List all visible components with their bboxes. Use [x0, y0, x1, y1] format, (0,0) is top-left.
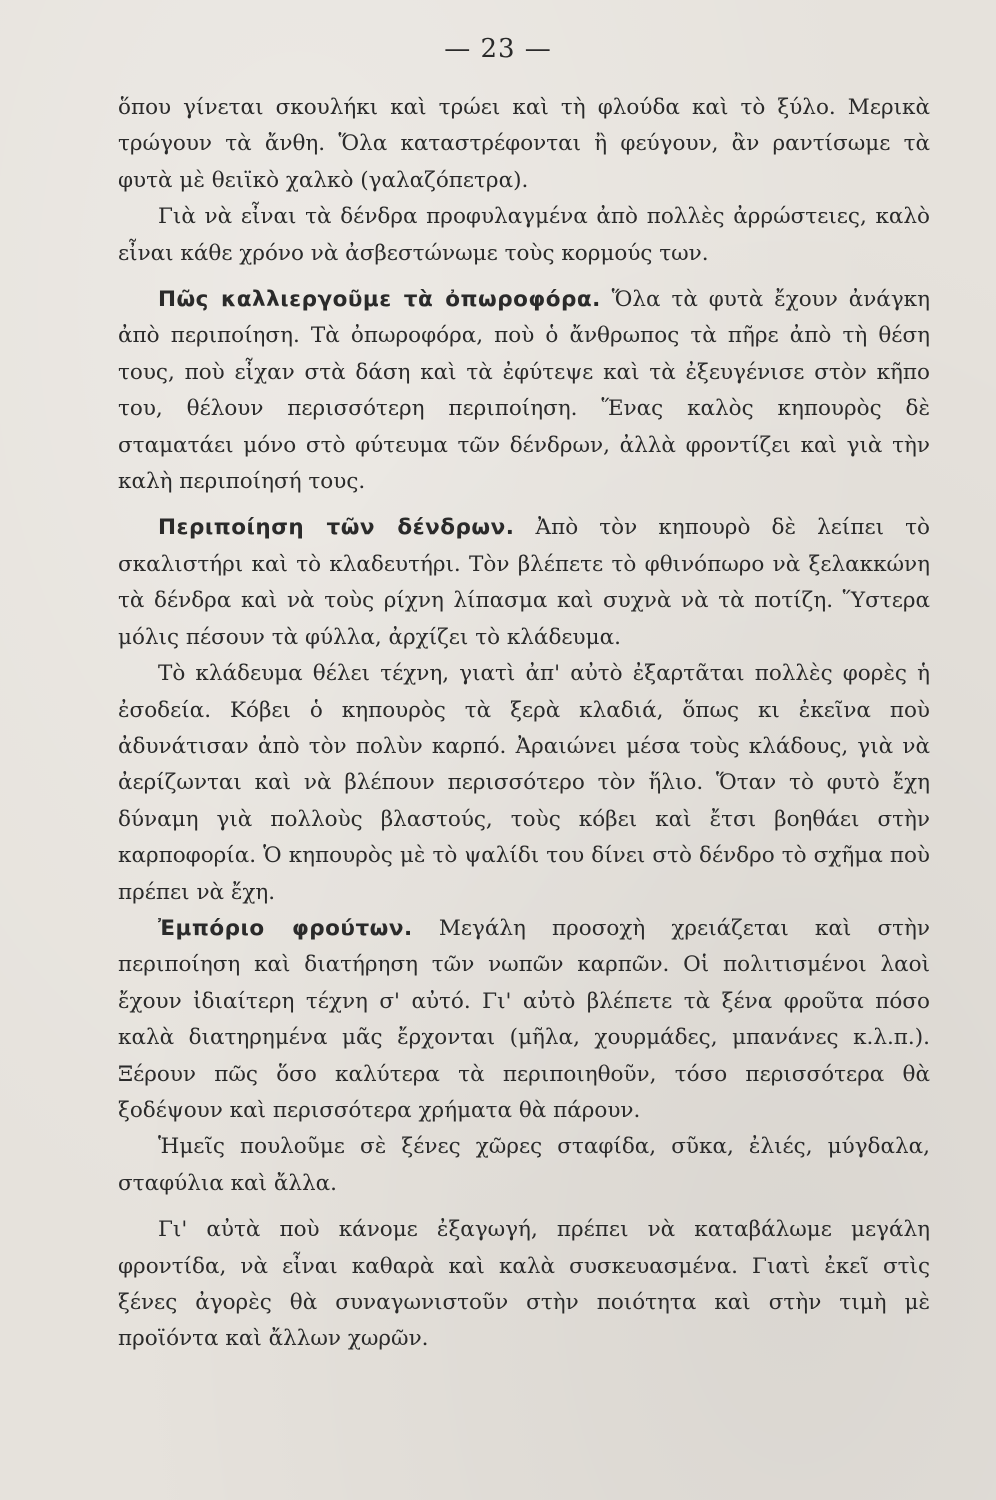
paragraph-text: Γι' αὐτὰ ποὺ κάνομε ἐξαγωγή, πρέπει νὰ καταβάλωμε μεγάλη φροντίδα, νὰ εἶναι καθαρὰ καὶ καλὰ συσκευασμένα. Γιατὶ ἐκεῖ στὶς ξένες ἀγορὲς θὰ συναγωνιστοῦν στὴν ποιότητα καὶ στὴν τιμὴ μὲ προϊόντα καὶ ἄλλων χωρῶν.: [118, 1217, 930, 1352]
paragraph: [118, 282, 930, 500]
page-number: — 23 —: [444, 34, 552, 64]
paragraph-text: Τὸ κλάδευμα θέλει τέχνη, γιατὶ ἀπ' αὐτὸ ἐξαρτᾶται πολλὲς φορὲς ἡ ἐσοδεία. Κόβει ὁ κηπουρὸς τὰ ξερὰ κλαδιά, ὅπως κι ἐκεῖνα ποὺ ἀδυνάτισαν ἀπὸ τὸν πολὺν καρπό. Ἀραιώνει μέσα τοὺς κλάδους, γιὰ νὰ ἀερίζωνται καὶ νὰ βλέπουν περισσότερο τὸν ἥλιο. Ὅταν τὸ φυτὸ ἔχη δύναμη γιὰ πολλοὺς βλαστούς, τοὺς κόβει καὶ ἔτσι βοηθάει στὴν καρποφορία. Ὁ κηπουρὸς μὲ τὸ ψαλίδι του δίνει στὸ δένδρο τὸ σχῆμα ποὺ πρέπει νὰ ἔχη.: [118, 661, 930, 905]
section-heading: Περιποίηση τῶν δένδρων.: [158, 515, 515, 541]
paragraph: [118, 90, 930, 199]
paragraph: [118, 911, 930, 1129]
paragraph: [118, 656, 930, 911]
paragraph-text: Γιὰ νὰ εἶναι τὰ δένδρα προφυλαγμένα ἀπὸ πολλὲς ἀρρώστειες, καλὸ εἶναι κάθε χρόνο νὰ ἀσβεστώνωμε τοὺς κορμούς των.: [118, 204, 930, 266]
paragraph: [118, 510, 930, 656]
paragraph-text: Ἀπὸ τὸν κηπουρὸ δὲ λείπει τὸ σκαλιστήρι καὶ τὸ κλαδευτήρι. Τὸν βλέπετε τὸ φθινόπωρο νὰ ξελακκώνη τὰ δένδρα καὶ νὰ τοὺς ρίχνη λίπασμα καὶ συχνὰ νὰ τὰ ποτίζη. Ὕστερα μόλις πέσουν τὰ φύλλα, ἀρχίζει τὸ κλάδευμα.: [118, 515, 931, 650]
paragraph-text: ὅπου γίνεται σκουλήκι καὶ τρώει καὶ τὴ φλούδα καὶ τὸ ξύλο. Μερικὰ τρώγουν τὰ ἄνθη. Ὅλα καταστρέφονται ἢ φεύγουν, ἂν ραντίσωμε τὰ φυτὰ μὲ θειϊκὸ χαλκὸ (γαλαζόπετρα).: [118, 95, 930, 193]
paragraph: [118, 1212, 930, 1358]
section-heading: Ἐμπόριο φρούτων.: [158, 915, 413, 941]
paragraph: [118, 199, 930, 272]
paragraph-text: Ἡμεῖς πουλοῦμε σὲ ξένες χῶρες σταφίδα, σῦκα, ἐλιές, μύγδαλα, σταφύλια καὶ ἄλλα.: [118, 1134, 930, 1196]
paragraph: [118, 1129, 930, 1202]
section-heading: Πῶς καλλιεργοῦμε τὰ ὀπωροφόρα.: [158, 287, 601, 313]
page-body: [118, 90, 930, 1358]
paragraph-text: Ὅλα τὰ φυτὰ ἔχουν ἀνάγκη ἀπὸ περιποίηση. Τὰ ὀπωροφόρα, ποὺ ὁ ἄνθρωπος τὰ πῆρε ἀπὸ τὴ θέση τους, ποὺ εἶχαν στὰ δάση καὶ τὰ ἐφύτεψε καὶ τὰ ἐξευγένισε στὸν κῆπο του, θέλουν περισσότερη περιποίηση. Ἕνας καλὸς κηπουρὸς δὲ σταματάει μόνο στὸ φύτευμα τῶν δένδρων, ἀλλὰ φροντίζει καὶ γιὰ τὴν καλὴ περιποίησή τους.: [118, 287, 930, 495]
paragraph-text: Μεγάλη προσοχὴ χρειάζεται καὶ στὴν περιποίηση καὶ διατήρηση τῶν νωπῶν καρπῶν. Οἱ πολιτισμένοι λαοὶ ἔχουν ἰδιαίτερη τέχνη σ' αὐτό. Γι' αὐτὸ βλέπετε τὰ ξένα φροῦτα πόσο καλὰ διατηρημένα μᾶς ἔρχονται (μῆλα, χουρμάδες, μπανάνες κ.λ.π.). Ξέρουν πῶς ὅσο καλύτερα τὰ περιποιηθοῦν, τόσο περισσότερα θὰ ξοδέψουν καὶ περισσότερα χρήματα θὰ πάρουν.: [118, 915, 930, 1123]
